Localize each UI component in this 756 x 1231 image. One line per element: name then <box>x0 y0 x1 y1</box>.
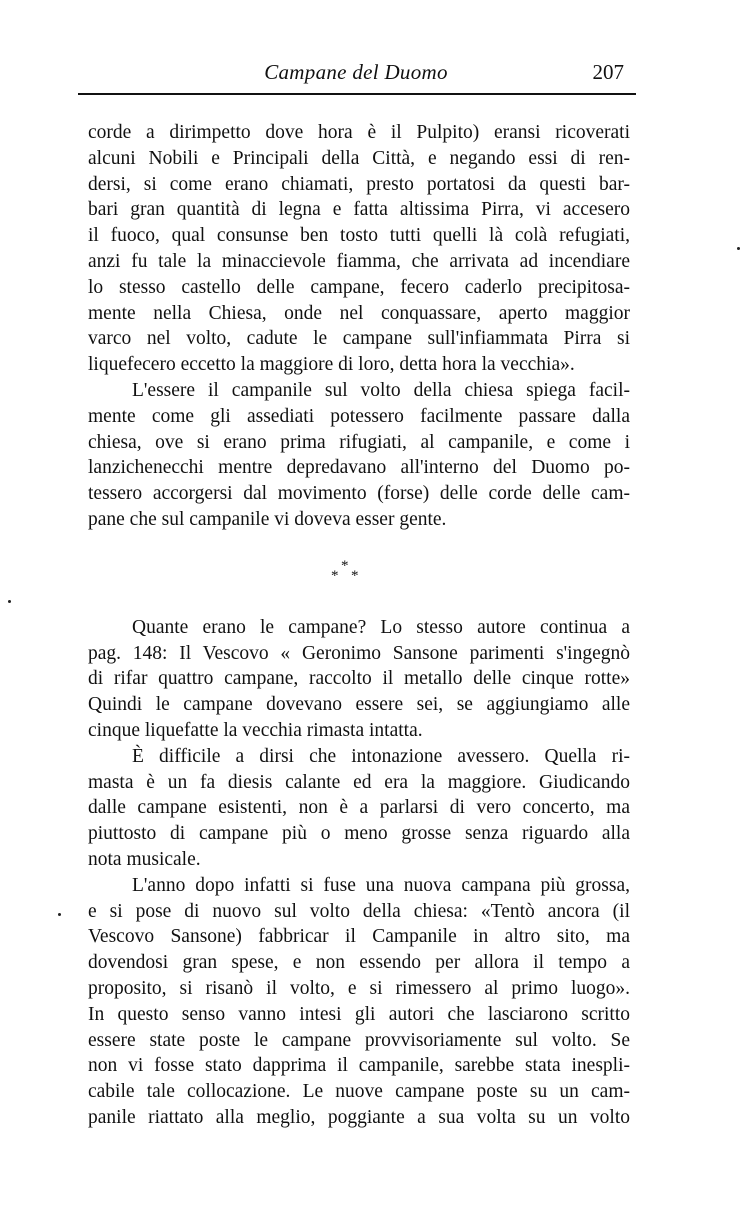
text-line: tessero accorgersi dal movimento (forse) delle corde delle cam- <box>88 483 630 505</box>
text-line: nota musicale. <box>88 848 201 870</box>
text-line: dersi, si come erano chiamati, presto portatosi da questi bar- <box>88 173 630 195</box>
text-line: L'anno dopo infatti si fuse una nuova campana più grossa, <box>132 874 630 896</box>
text-line: proposito, si risanò il volto, e si rimessero al primo luogo». <box>88 977 630 999</box>
text-line: masta è un fa diesis calante ed era la maggiore. Giudicando <box>88 771 630 793</box>
text-line: il fuoco, qual consunse ben tosto tutti quelli là colà refugiati, <box>88 225 630 247</box>
text-line: essere state poste le campane provvisoriamente sul volto. Se <box>88 1029 630 1051</box>
paragraph <box>88 744 630 873</box>
asterism-icon <box>328 559 368 589</box>
text-line: chiesa, ove si erano prima rifugiati, al campanile, e come i <box>88 431 630 453</box>
text-line: varco nel volto, cadute le campane sull'infiammata Pirra si <box>88 328 630 350</box>
header-rule <box>78 93 636 95</box>
text-line: lanzichenecchi mentre depredavano all'interno del Duomo po- <box>88 457 630 479</box>
text-line: Quante erano le campane? Lo stesso autore continua a <box>132 616 630 638</box>
text-line: piuttosto di campane più o meno grosse senza riguardo alla <box>88 823 630 845</box>
text-line: di rifar quattro campane, raccolto il metallo delle cinque rotte» <box>88 668 630 690</box>
paragraph <box>88 615 630 744</box>
text-line: dovendosi gran spese, e non essendo per allora il tempo a <box>88 952 630 974</box>
asterism-star: * <box>351 567 359 584</box>
text-line: L'essere il campanile sul volto della chiesa spiega facil- <box>132 379 630 401</box>
text-line: cabile tale collocazione. Le nuove campane poste su un cam- <box>88 1081 630 1103</box>
body-text <box>88 120 630 1131</box>
paragraph <box>88 378 630 533</box>
text-line: bari gran quantità di legna e fatta altissima Pirra, vi accesero <box>88 199 630 221</box>
text-line: In questo senso vanno intesi gli autori che lasciarono scritto <box>88 1003 630 1025</box>
asterism-star: * <box>331 567 339 584</box>
paragraph <box>88 120 630 378</box>
page-header <box>78 60 634 92</box>
text-line: dalle campane esistenti, non è a parlarsi di vero concerto, ma <box>88 797 630 819</box>
text-line: Quindi le campane dovevano essere sei, se aggiungiamo alle <box>88 694 630 716</box>
text-line: È difficile a dirsi che intonazione avessero. Quella ri- <box>132 745 630 767</box>
text-line: e si pose di nuovo sul volto della chiesa: «Tentò ancora (il <box>88 900 630 922</box>
text-line: cinque liquefatte la vecchia rimasta intatta. <box>88 719 423 741</box>
paragraph <box>88 873 630 1131</box>
text-line: panile riattato alla meglio, poggiante a sua volta su un volto <box>88 1106 630 1128</box>
text-line: corde a dirimpetto dove hora è il Pulpito) eransi ricoverati <box>88 122 630 143</box>
text-line: alcuni Nobili e Principali della Città, e negando essi di ren- <box>88 147 630 169</box>
text-line: pane che sul campanile vi doveva esser gente. <box>88 508 447 530</box>
running-title: Campane del Duomo <box>264 60 448 84</box>
margin-speck <box>58 913 61 916</box>
page-number: 207 <box>592 60 624 84</box>
text-line: anzi fu tale la minaccievole fiamma, che arrivata ad incendiare <box>88 250 630 272</box>
margin-speck <box>737 247 740 250</box>
text-line: liquefecero eccetto la maggiore di loro, detta hora la vecchia». <box>88 354 575 376</box>
text-line: non vi fosse stato dapprima il campanile, sarebbe stata inespli- <box>88 1055 630 1077</box>
margin-speck <box>8 600 11 603</box>
text-line: pag. 148: Il Vescovo « Geronimo Sansone parimenti s'ingegnò <box>88 642 630 664</box>
text-line: lo stesso castello delle campane, fecero caderlo precipitosa- <box>88 276 630 298</box>
section-break <box>88 533 630 599</box>
text-line: Vescovo Sansone) fabbricar il Campanile in altro sito, ma <box>88 926 630 948</box>
spacer <box>88 599 630 615</box>
text-line: mente nella Chiesa, onde nel conquassare, aperto maggior <box>88 302 630 324</box>
asterism-star: * <box>341 557 349 574</box>
text-line: mente come gli assediati potessero facilmente passare dalla <box>88 405 630 427</box>
